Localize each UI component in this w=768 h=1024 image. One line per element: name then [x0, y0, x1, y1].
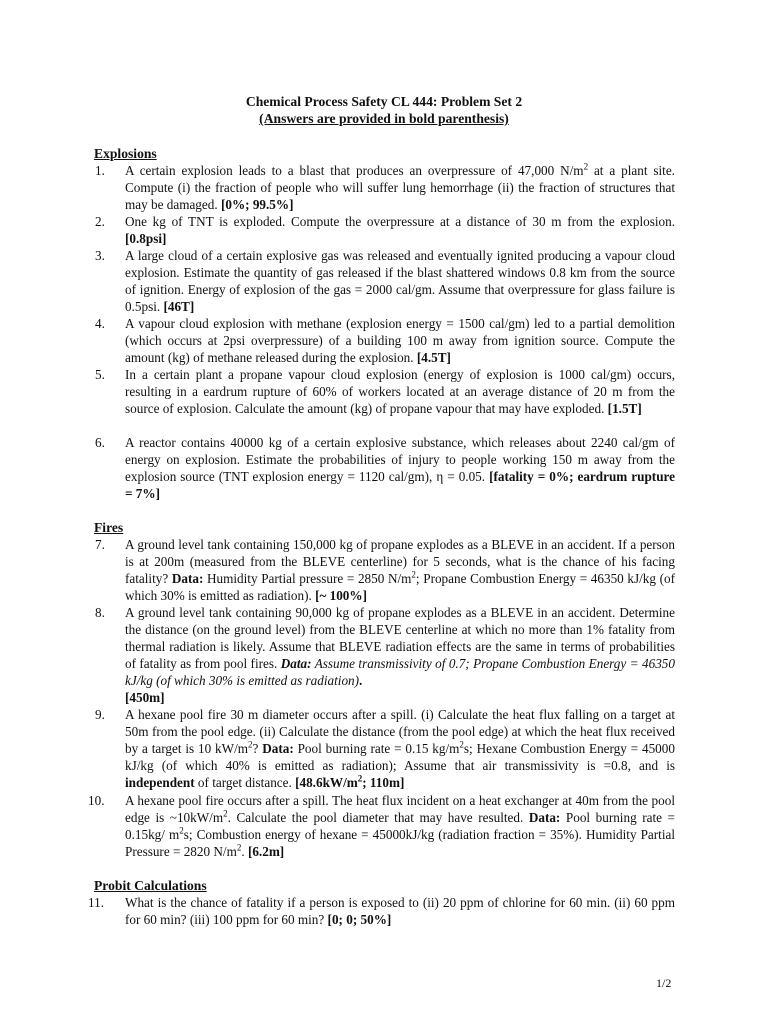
answer: [fatality = 0%; eardrum rupture = 7%]: [125, 469, 676, 501]
problem-text: A vapour cloud explosion with methane (explosion energy = 1500 cal/gm) led to a partial demolition (which occurs at 2psi overpressure) of a building 100 m away from ignition source. Compute the amount (kg) of methane released during the explosion. [4.5T]: [125, 316, 675, 365]
problem-text: A reactor contains 40000 kg of a certain explosive substance, which releases about 2240 cal/gm of energy on explosion. Estimate the probabilities of injury to people working 150 m away from the explosion source (TNT explosion energy = 1120 cal/gm), η = 0.05. [fatality = 0%; eardrum rupture = 7%]: [125, 435, 676, 501]
answer: [$48.6kW/m^2$; 110m]: [295, 773, 405, 790]
problem-text: A certain explosion leads to a blast that produces an overpressure of 47,000 $N/m^2$ at a plant site. Compute (i) the fraction of people who will suffer lung hemorrhage (ii) the fraction of structures that may be damaged. [0%; 99.5%]: [125, 161, 675, 212]
problem-text: One kg of TNT is exploded. Compute the overpressure at a distance of 30 m from the explosion. [0.8psi]: [125, 214, 675, 246]
answer: [0; 0; 50%]: [327, 912, 392, 927]
problem-text: A large cloud of a certain explosive gas was released and eventually ignited producing a vapour cloud explosion. Estimate the quantity of gas released if the blast shattered windows 0.8 km from the source of ignition. Energy of explosion of the gas = 2000 cal/gm. Assume that overpressure for glass failure is 0.5psi. [46T]: [125, 248, 675, 314]
answer: [6.2m]: [247, 844, 285, 859]
problem-number: 7.: [95, 537, 105, 552]
problem-text: A hexane pool fire 30 m diameter occurs after a spill. (i) Calculate the heat flux falling on a target at 50m from the pool edge. (ii) Calculate the distance (from the pool edge) at which the heat flux received by a target is 10 $kW/m^2$? Data: Pool burning rate = 0.15 $kg/m^2s$; Hexane Combustion Energy = 45000 kJ/kg (of which 40% is emitted as radiation); Assume that air transmissivity is =0.8, and is independent of target distance. [$48.6kW/m^2$; 110m]: [125, 707, 675, 790]
answer: [450m]: [125, 690, 165, 705]
answer: [0%; 99.5%]: [220, 197, 294, 212]
problem-number: 11.: [88, 895, 104, 910]
problem-number: 4.: [95, 316, 105, 331]
problem-number: 1.: [95, 163, 105, 178]
problem-number: 2.: [95, 214, 105, 229]
section-heading-explosions: Explosions: [94, 146, 157, 161]
problem-number: 5.: [95, 367, 105, 382]
problem-text: A ground level tank containing 150,000 kg of propane explodes as a BLEVE in an accident. If a person is at 200m (measured from the BLEVE centerline) for 5 seconds, what is the chance of his facing fatality? Data: Humidity Partial pressure = 2850 $N/m^2$; Propane Combustion Energy = 46350 kJ/kg (of which 30% is emitted as radiation). [~ 100%]: [125, 537, 676, 603]
section-heading-probit: Probit Calculations: [94, 878, 207, 893]
answer: [0.8psi]: [125, 231, 167, 246]
answer: [1.5T]: [607, 401, 642, 416]
problem-text: In a certain plant a propane vapour cloud explosion (energy of explosion is 1000 cal/gm) occurs, resulting in a eardrum rupture of 60% of workers located at an average distance of 20 m from the source of explosion. Calculate the amount (kg) of propane vapour that may have exploded. [1.5T]: [125, 367, 675, 416]
answer: [46T]: [163, 299, 195, 314]
problem-number: 6.: [95, 435, 105, 450]
problem-number: 3.: [95, 248, 105, 263]
answer: [4.5T]: [416, 350, 451, 365]
page-number: 1/2: [656, 976, 672, 990]
answer: [~ 100%]: [315, 588, 367, 603]
document-title: Chemical Process Safety CL 444: Problem Set 2: [245, 94, 523, 109]
problem-number: 8.: [95, 605, 105, 620]
section-heading-fires: Fires: [94, 520, 124, 535]
problem-text: A ground level tank containing 90,000 kg of propane explodes as a BLEVE in an accident. Determine the distance (on the ground level) from the BLEVE centerline at which no more than 1% fatality from thermal radiation is likely. Assume that BLEVE radiation effects are the same in terms of probabilities of fatality as from pool fires. Data: Assume transmissivity of 0.7; Propane Combustion Energy = 46350 kJ/kg (of which 30% is emitted as radiation). [450m]: [125, 605, 675, 705]
problem-number: 9.: [95, 707, 105, 722]
problem-text: What is the chance of fatality if a person is exposed to (ii) 20 ppm of chlorine for 60 min. (ii) 60 ppm for 60 min? (iii) 100 ppm for 60 min? [0; 0; 50%]: [125, 895, 675, 927]
document-subtitle: (Answers are provided in bold parenthesis): [259, 111, 509, 126]
problem-text: A hexane pool fire occurs after a spill. The heat flux incident on a heat exchanger at 40m from the pool edge is $\sim 10kW/m^2$. Calculate the pool diameter that may have resulted. Data: Pool burning rate = 0.15kg/ $m^2s$; Combustion energy of hexane = 45000kJ/kg (radiation fraction = 35%). Humidity Partial Pressure = 2820 $N/m^2$. [6.2m]: [125, 793, 675, 859]
problem-number: 10.: [88, 793, 105, 808]
